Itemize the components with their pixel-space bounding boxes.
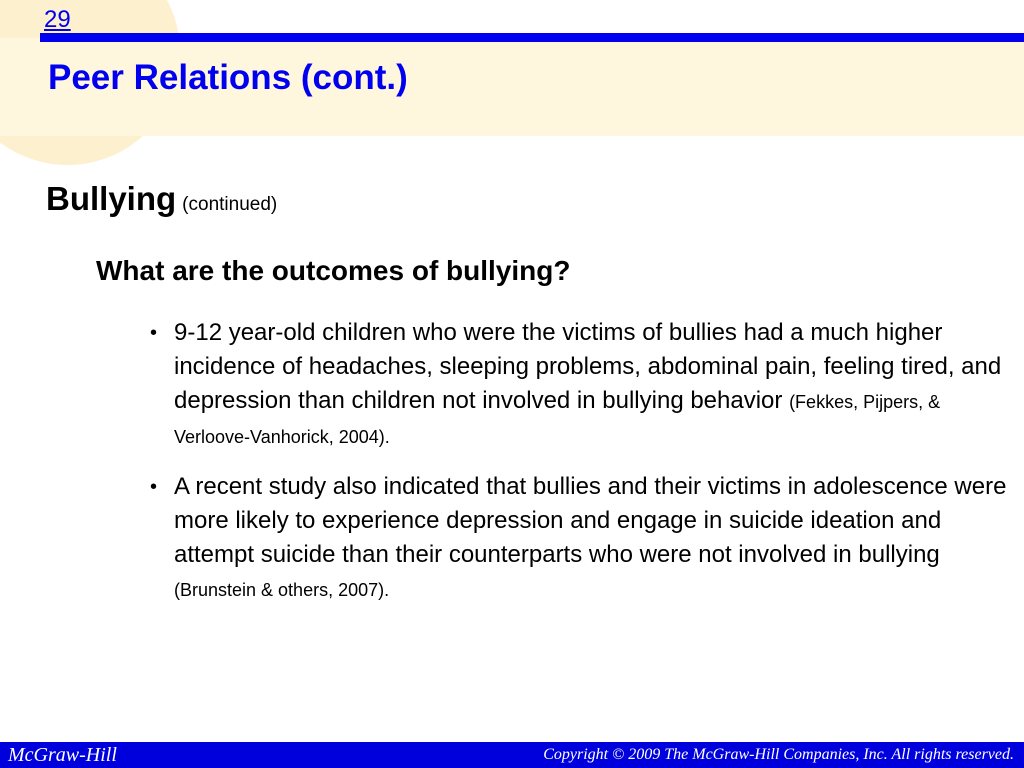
bullet-text: A recent study also indicated that bullies and their victims in adolescence were more likely to experience depression and engage in suicide ideation and attempt suicide than their counterparts who were not involved in bullying	[174, 473, 1007, 568]
bullet-citation: (Brunstein & others, 2007).	[174, 580, 390, 600]
footer-bar	[0, 742, 1024, 768]
bullet-text: 9-12 year-old children who were the victims of bullies had a much higher incidence of headaches, sleeping problems, abdominal pain, feeling tired, and depression than children not involved in bullying behavior	[174, 319, 1002, 414]
footer-copyright: Copyright © 2009 The McGraw-Hill Companies, Inc. All rights reserved.	[543, 746, 1014, 763]
slide-title: Peer Relations (cont.)	[48, 58, 408, 97]
question-heading: What are the outcomes of bullying?	[96, 255, 571, 286]
bullet-citation: (Fekkes, Pijpers, & Verloove-Vanhorick, 2004).	[174, 392, 941, 447]
bullet-item	[150, 470, 1010, 607]
bullet-list	[150, 316, 1010, 623]
section-heading	[46, 181, 277, 217]
bullet-icon: •	[150, 476, 158, 498]
bullet-icon: •	[150, 322, 158, 344]
header-rule	[40, 33, 1024, 42]
bullet-item	[150, 316, 1010, 454]
slide-number: 29	[44, 6, 71, 33]
section-heading-text: Bullying	[46, 180, 177, 217]
section-note: (continued)	[182, 194, 278, 215]
footer-publisher: McGraw-Hill	[8, 744, 117, 766]
